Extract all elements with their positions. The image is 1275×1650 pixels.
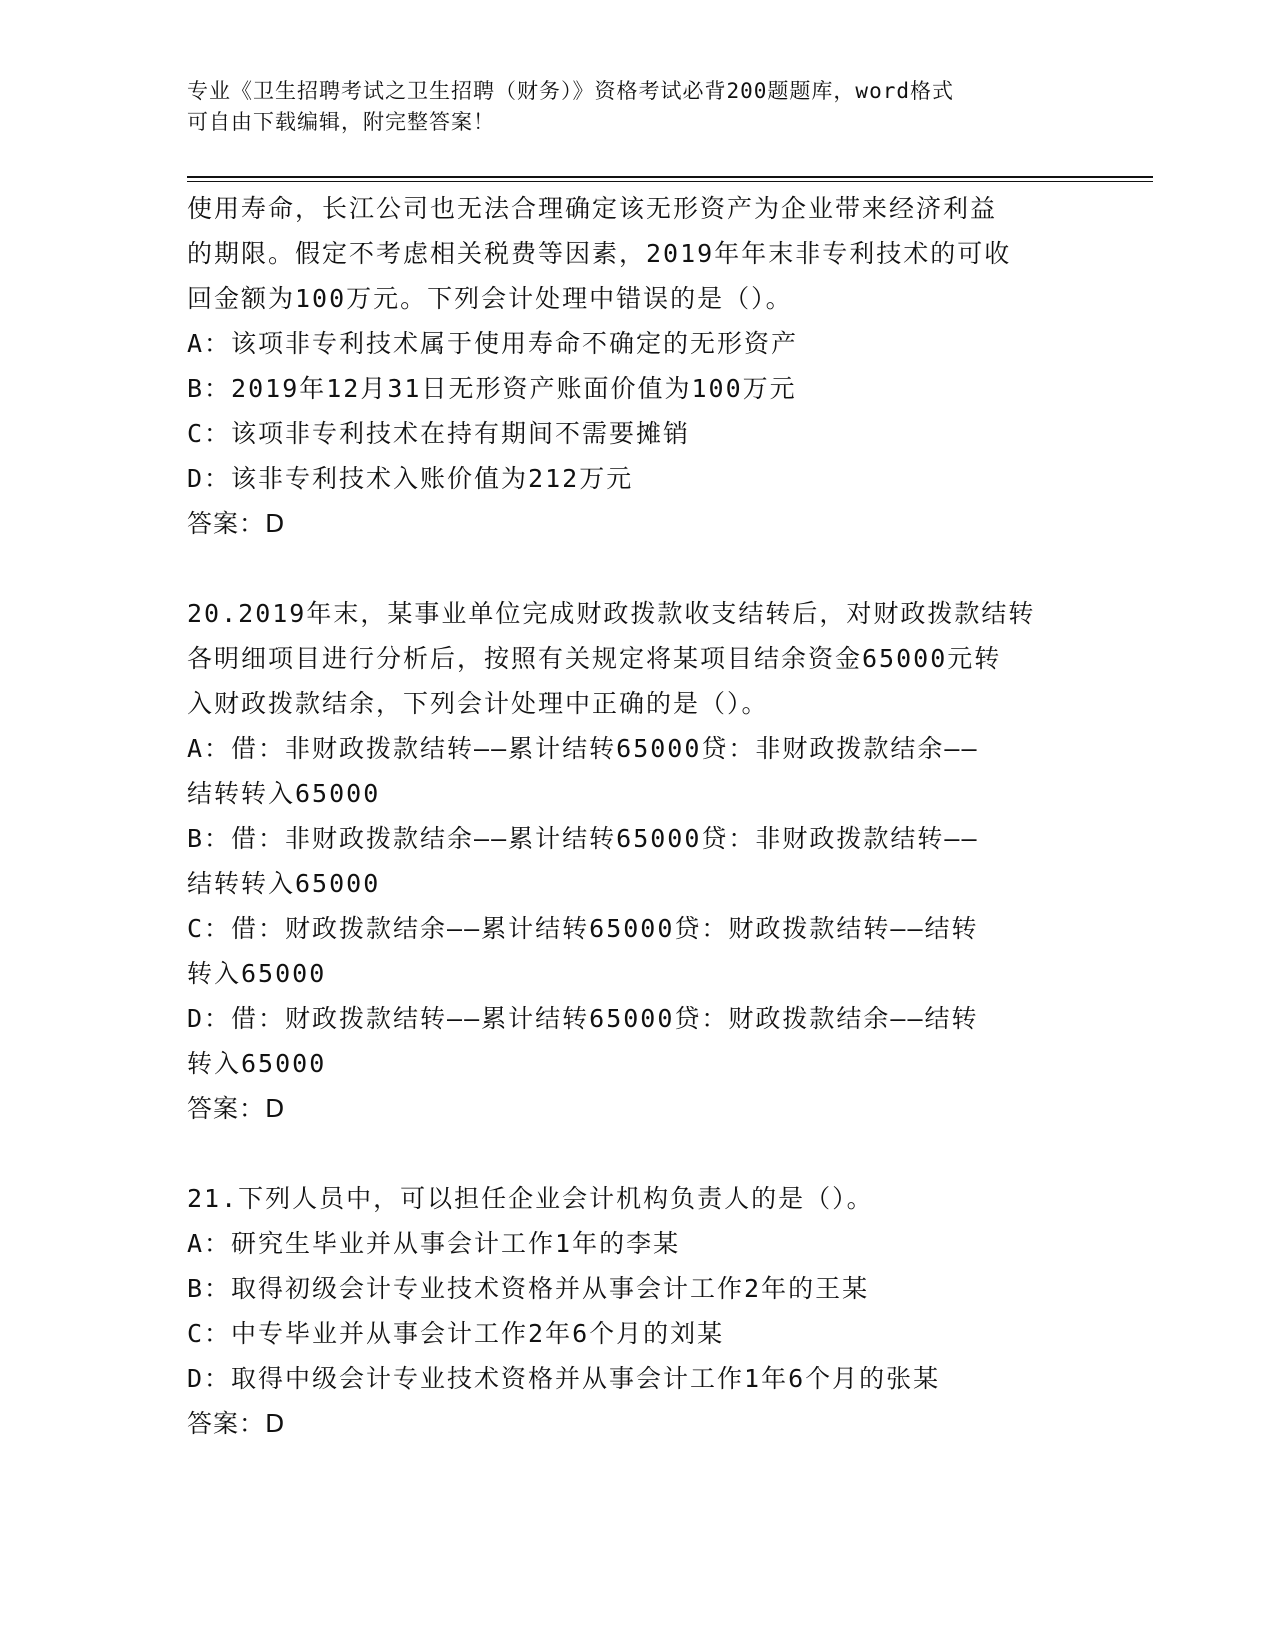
answer-label: 答案：D: [187, 1409, 286, 1438]
header-title-line-1: 专业《卫生招聘考试之卫生招聘（财务）》资格考试必背200题题库，word格式: [187, 79, 954, 103]
option-d: D：该非专利技术入账价值为212万元: [187, 464, 634, 493]
option-c: C：中专毕业并从事会计工作2年6个月的刘某: [187, 1319, 725, 1348]
option-b: B：2019年12月31日无形资产账面价值为100万元: [187, 374, 797, 403]
option-c: C：该项非专利技术在持有期间不需要摊销: [187, 419, 691, 448]
question-21: [187, 1176, 1087, 1446]
answer-label: 答案：D: [187, 1094, 286, 1123]
option-d: D：取得中级会计专业技术资格并从事会计工作1年6个月的张某: [187, 1364, 941, 1393]
question-stem-line: 入财政拨款结余，下列会计处理中正确的是（）。: [187, 689, 769, 718]
option-d-continued: 转入65000: [187, 1049, 327, 1078]
option-b: B：借：非财政拨款结余——累计结转65000贷：非财政拨款结转——: [187, 824, 979, 853]
question-stem-line: 回金额为100万元。下列会计处理中错误的是（）。: [187, 284, 793, 313]
option-b-continued: 结转转入65000: [187, 869, 381, 898]
question-stem-line: 使用寿命，长江公司也无法合理确定该无形资产为企业带来经济利益: [187, 194, 998, 223]
option-b: B：取得初级会计专业技术资格并从事会计工作2年的王某: [187, 1274, 870, 1303]
header-divider: [187, 176, 1153, 178]
spacer: [187, 1131, 1087, 1176]
header-divider-thin: [187, 181, 1153, 182]
question-20: [187, 591, 1087, 1131]
header-title-line-2: 可自由下载编辑，附完整答案！: [187, 110, 495, 134]
question-list: [187, 186, 1087, 1446]
option-a-continued: 结转转入65000: [187, 779, 381, 808]
option-c-continued: 转入65000: [187, 959, 327, 988]
question-stem-line: 21.下列人员中，可以担任企业会计机构负责人的是（）。: [187, 1184, 874, 1213]
spacer: [187, 546, 1087, 591]
option-d: D：借：财政拨款结转——累计结转65000贷：财政拨款结余——结转: [187, 1004, 979, 1033]
option-a: A：研究生毕业并从事会计工作1年的李某: [187, 1229, 681, 1258]
answer-label: 答案：D: [187, 509, 286, 538]
option-a: A：借：非财政拨款结转——累计结转65000贷：非财政拨款结余——: [187, 734, 979, 763]
page-header: [187, 76, 1067, 138]
option-c: C：借：财政拨款结余——累计结转65000贷：财政拨款结转——结转: [187, 914, 979, 943]
question-stem-line: 的期限。假定不考虑相关税费等因素，2019年年末非专利技术的可收: [187, 239, 1012, 268]
question-stem-line: 20.2019年末，某事业单位完成财政拨款收支结转后，对财政拨款结转: [187, 599, 1036, 628]
question-19: [187, 186, 1087, 546]
question-stem-line: 各明细项目进行分析后，按照有关规定将某项目结余资金65000元转: [187, 644, 1002, 673]
option-a: A：该项非专利技术属于使用寿命不确定的无形资产: [187, 329, 799, 358]
